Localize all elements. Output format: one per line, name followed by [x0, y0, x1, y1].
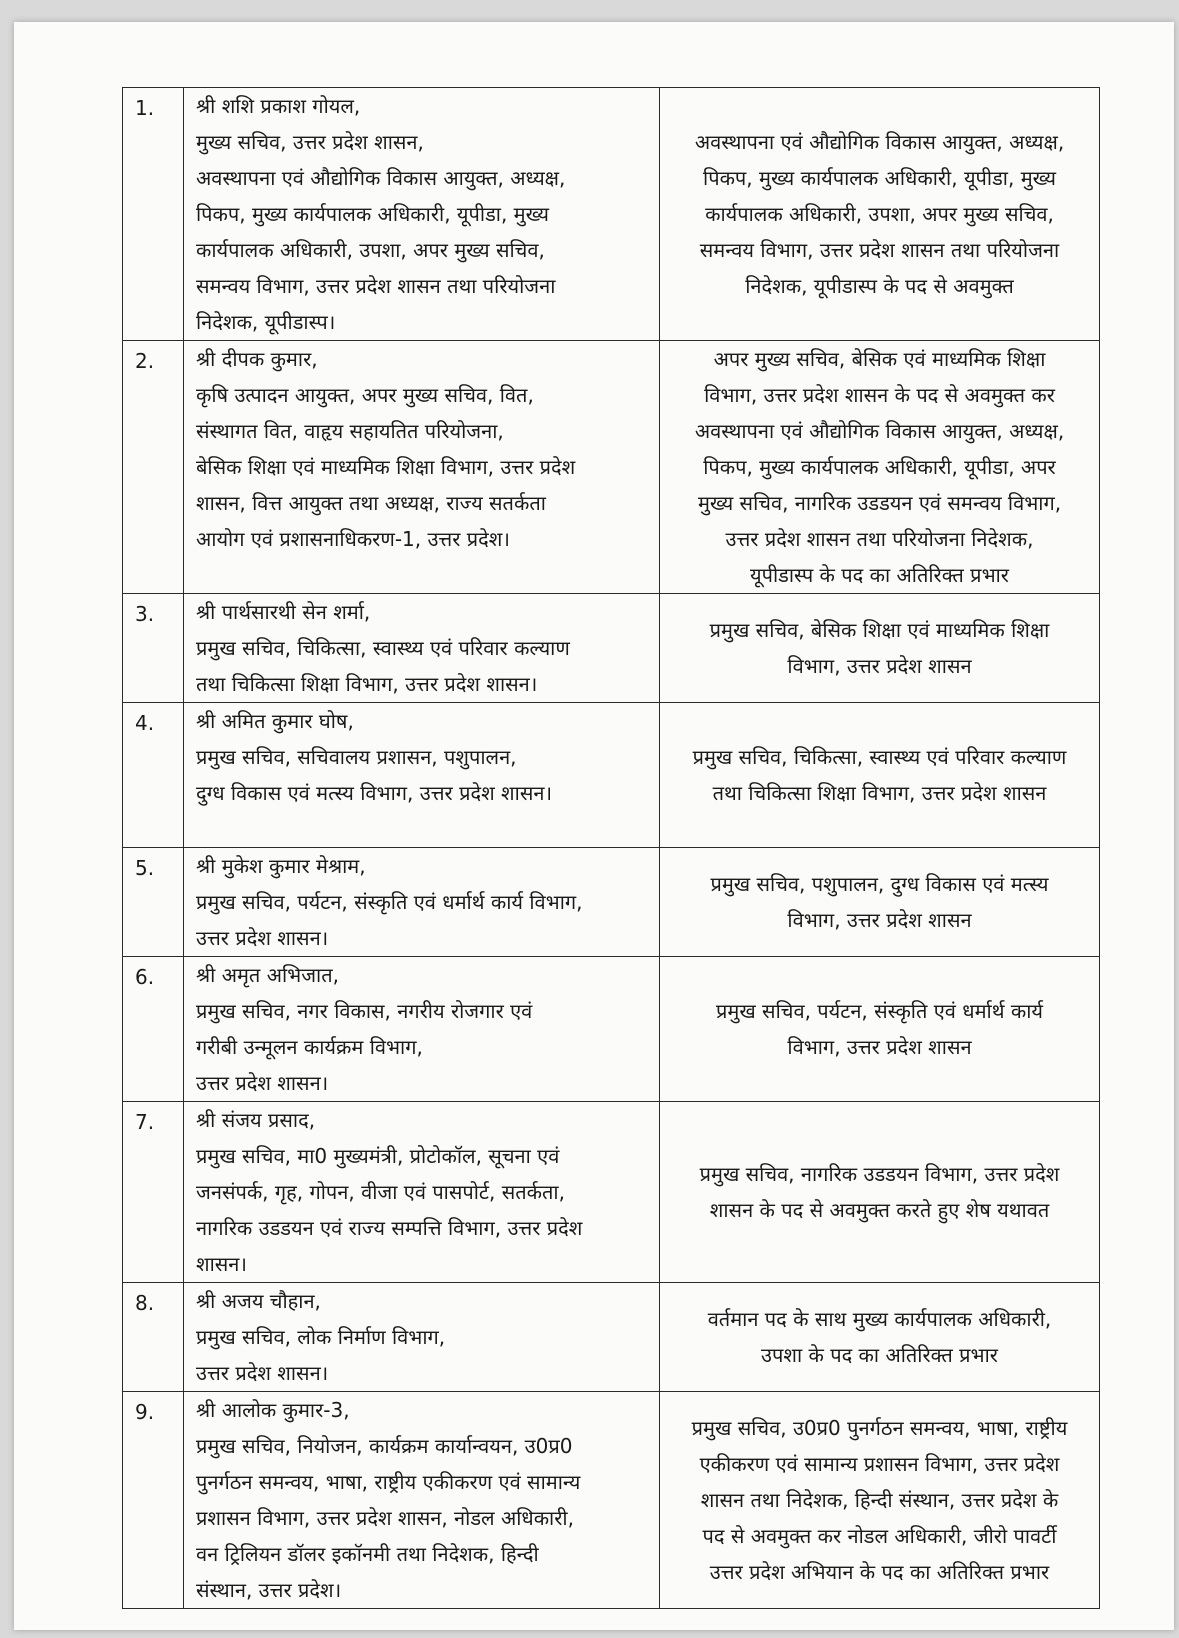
table-row: [123, 957, 1100, 1102]
order-line: प्रमुख सचिव, बेसिक शिक्षा एवं माध्यमिक शिक्षा: [709, 618, 1050, 642]
officer-line: गरीबी उन्मूलन कार्यक्रम विभाग,: [196, 1035, 423, 1059]
order-line: विभाग, उत्तर प्रदेश शासन के पद से अवमुक्त कर: [704, 383, 1055, 407]
serial-number: 7.: [123, 1102, 184, 1283]
officer-line: कृषि उत्पादन आयुक्त, अपर मुख्य सचिव, वित,: [196, 383, 534, 407]
table-row: [123, 88, 1100, 341]
serial-number: 4.: [123, 703, 184, 848]
order-line: विभाग, उत्तर प्रदेश शासन: [787, 908, 972, 932]
officer-line: उत्तर प्रदेश शासन।: [196, 1361, 329, 1385]
order-line: समन्वय विभाग, उत्तर प्रदेश शासन तथा परियोजना: [699, 238, 1060, 262]
order-line: पिकप, मुख्य कार्यपालक अधिकारी, यूपीडा, मुख्य: [703, 166, 1056, 190]
officer-line: प्रमुख सचिव, सचिवालय प्रशासन, पशुपालन,: [196, 745, 517, 769]
order-line: तथा चिकित्सा शिक्षा विभाग, उत्तर प्रदेश शासन: [712, 781, 1047, 805]
order-line: यूपीडास्प के पद का अतिरिक्त प्रभार: [750, 563, 1009, 587]
officer-line: अवस्थापना एवं औद्योगिक विकास आयुक्त, अध्यक्ष,: [196, 166, 566, 190]
order-line: प्रमुख सचिव, पर्यटन, संस्कृति एवं धर्मार्थ कार्य: [716, 999, 1043, 1023]
new-posting-order: [660, 1283, 1100, 1392]
officer-line: श्री आलोक कुमार-3,: [196, 1398, 350, 1422]
order-line: विभाग, उत्तर प्रदेश शासन: [787, 1035, 972, 1059]
officer-line: तथा चिकित्सा शिक्षा विभाग, उत्तर प्रदेश शासन।: [196, 672, 538, 696]
new-posting-order: [660, 1392, 1100, 1609]
new-posting-order: [660, 594, 1100, 703]
table-row: [123, 341, 1100, 594]
order-line: अवस्थापना एवं औद्योगिक विकास आयुक्त, अध्यक्ष,: [694, 419, 1065, 443]
order-line: शासन के पद से अवमुक्त करते हुए शेष यथावत: [709, 1198, 1050, 1222]
officer-line: वन ट्रिलियन डॉलर इकॉनमी तथा निदेशक, हिन्दी: [196, 1542, 539, 1566]
order-line: अवस्थापना एवं औद्योगिक विकास आयुक्त, अध्यक्ष,: [694, 130, 1065, 154]
officer-line: दुग्ध विकास एवं मत्स्य विभाग, उत्तर प्रदेश शासन।: [196, 781, 553, 805]
officer-current-posting: [184, 957, 660, 1102]
table-row: [123, 1392, 1100, 1609]
officer-line: श्री पार्थसारथी सेन शर्मा,: [196, 600, 371, 624]
officer-line: श्री संजय प्रसाद,: [196, 1108, 316, 1132]
officer-line: प्रमुख सचिव, लोक निर्माण विभाग,: [196, 1325, 446, 1349]
transfer-orders-table: [122, 87, 1100, 1609]
officer-line: मुख्य सचिव, उत्तर प्रदेश शासन,: [196, 130, 424, 154]
officer-line: पिकप, मुख्य कार्यपालक अधिकारी, यूपीडा, मुख्य: [196, 202, 549, 226]
officer-line: नागरिक उडडयन एवं राज्य सम्पत्ति विभाग, उत्तर प्रदेश: [196, 1216, 583, 1240]
new-posting-order: [660, 848, 1100, 957]
new-posting-order: [660, 703, 1100, 848]
order-line: उत्तर प्रदेश शासन तथा परियोजना निदेशक,: [725, 527, 1034, 551]
officer-current-posting: [184, 1102, 660, 1283]
new-posting-order: [660, 957, 1100, 1102]
officer-current-posting: [184, 594, 660, 703]
order-line: वर्तमान पद के साथ मुख्य कार्यपालक अधिकारी,: [707, 1307, 1052, 1331]
officer-line: समन्वय विभाग, उत्तर प्रदेश शासन तथा परियोजना: [196, 274, 556, 298]
table-row: [123, 848, 1100, 957]
officer-current-posting: [184, 88, 660, 341]
officer-line: श्री अजय चौहान,: [196, 1289, 321, 1313]
order-line: प्रमुख सचिव, पशुपालन, दुग्ध विकास एवं मत्स्य: [710, 872, 1049, 896]
order-line: उपशा के पद का अतिरिक्त प्रभार: [761, 1343, 998, 1367]
officer-line: बेसिक शिक्षा एवं माध्यमिक शिक्षा विभाग, उत्तर प्रदेश: [196, 455, 576, 479]
officer-current-posting: [184, 1392, 660, 1609]
order-line: कार्यपालक अधिकारी, उपशा, अपर मुख्य सचिव,: [705, 202, 1054, 226]
order-line: मुख्य सचिव, नागरिक उडडयन एवं समन्वय विभाग,: [697, 491, 1062, 515]
new-posting-order: [660, 1102, 1100, 1283]
new-posting-order: [660, 88, 1100, 341]
officer-current-posting: [184, 341, 660, 594]
officer-line: श्री अमित कुमार घोष,: [196, 709, 354, 733]
order-line: उत्तर प्रदेश अभियान के पद का अतिरिक्त प्रभार: [709, 1560, 1050, 1584]
order-line: शासन तथा निदेशक, हिन्दी संस्थान, उत्तर प्रदेश के: [700, 1488, 1059, 1512]
serial-number: 5.: [123, 848, 184, 957]
officer-line: जनसंपर्क, गृह, गोपन, वीजा एवं पासपोर्ट, सतर्कता,: [196, 1180, 565, 1204]
officer-line: श्री अमृत अभिजात,: [196, 963, 339, 987]
document-page: [14, 22, 1174, 1630]
officer-line: प्रमुख सचिव, मा0 मुख्यमंत्री, प्रोटोकॉल, सूचना एवं: [196, 1144, 560, 1168]
serial-number: 1.: [123, 88, 184, 341]
officer-line: संस्थान, उत्तर प्रदेश।: [196, 1578, 342, 1602]
table-row: [123, 703, 1100, 848]
order-line: प्रमुख सचिव, उ0प्र0 पुनर्गठन समन्वय, भाषा, राष्ट्रीय: [691, 1416, 1068, 1440]
officer-line: शासन।: [196, 1252, 247, 1276]
table-row: [123, 1102, 1100, 1283]
officer-line: प्रमुख सचिव, नियोजन, कार्यक्रम कार्यान्वयन, उ0प्र0: [196, 1434, 573, 1458]
order-line: निदेशक, यूपीडास्प के पद से अवमुक्त: [745, 274, 1014, 298]
officer-line: शासन, वित्त आयुक्त तथा अध्यक्ष, राज्य सतर्कता: [196, 491, 546, 515]
order-line: प्रमुख सचिव, चिकित्सा, स्वास्थ्य एवं परिवार कल्याण: [692, 745, 1067, 769]
serial-number: 3.: [123, 594, 184, 703]
officer-current-posting: [184, 703, 660, 848]
officer-line: उत्तर प्रदेश शासन।: [196, 1071, 329, 1095]
serial-number: 2.: [123, 341, 184, 594]
officer-line: संस्थागत वित, वाहृय सहायतित परियोजना,: [196, 419, 504, 443]
order-line: अपर मुख्य सचिव, बेसिक एवं माध्यमिक शिक्षा: [713, 347, 1046, 371]
officer-line: [196, 811, 651, 847]
officer-line: प्रमुख सचिव, नगर विकास, नगरीय रोजगार एवं: [196, 999, 533, 1023]
officer-line: निदेशक, यूपीडास्प।: [196, 310, 336, 334]
officer-line: प्रमुख सचिव, चिकित्सा, स्वास्थ्य एवं परिवार कल्याण: [196, 636, 570, 660]
officer-line: प्रमुख सचिव, पर्यटन, संस्कृति एवं धर्मार्थ कार्य विभाग,: [196, 890, 583, 914]
officer-current-posting: [184, 1283, 660, 1392]
order-line: एकीकरण एवं सामान्य प्रशासन विभाग, उत्तर प्रदेश: [699, 1452, 1060, 1476]
table-row: [123, 594, 1100, 703]
serial-number: 8.: [123, 1283, 184, 1392]
officer-line: प्रशासन विभाग, उत्तर प्रदेश शासन, नोडल अधिकारी,: [196, 1506, 574, 1530]
serial-number: 9.: [123, 1392, 184, 1609]
serial-number: 6.: [123, 957, 184, 1102]
new-posting-order: [660, 341, 1100, 594]
order-line: पिकप, मुख्य कार्यपालक अधिकारी, यूपीडा, अपर: [703, 455, 1056, 479]
order-line: प्रमुख सचिव, नागरिक उडडयन विभाग, उत्तर प्रदेश: [699, 1162, 1060, 1186]
officer-line: उत्तर प्रदेश शासन।: [196, 926, 329, 950]
officer-line: कार्यपालक अधिकारी, उपशा, अपर मुख्य सचिव,: [196, 238, 545, 262]
officer-line: पुनर्गठन समन्वय, भाषा, राष्ट्रीय एकीकरण एवं सामान्य: [196, 1470, 581, 1494]
officer-line: श्री मुकेश कुमार मेश्राम,: [196, 854, 366, 878]
officer-line: आयोग एवं प्रशासनाधिकरण-1, उत्तर प्रदेश।: [196, 527, 510, 551]
officer-line: श्री शशि प्रकाश गोयल,: [196, 94, 361, 118]
table-body: [123, 88, 1100, 1609]
order-line: पद से अवमुक्त कर नोडल अधिकारी, जीरो पावर्टी: [702, 1524, 1057, 1548]
officer-line: श्री दीपक कुमार,: [196, 347, 318, 371]
order-line: विभाग, उत्तर प्रदेश शासन: [787, 654, 972, 678]
table-row: [123, 1283, 1100, 1392]
officer-current-posting: [184, 848, 660, 957]
